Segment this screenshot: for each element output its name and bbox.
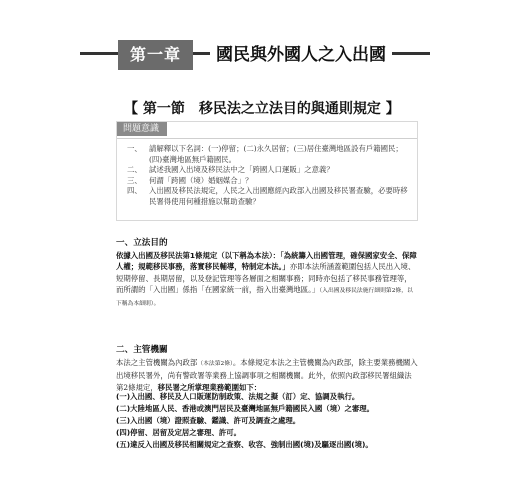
bold-lead-in: 移民署之所掌理業務範圍如下： [157,382,262,392]
heading-competent-authority: 二、主管機關 [116,345,168,355]
question-number: 二、 [127,165,142,175]
paragraph-text: 本法之主管機關為內政部 [116,358,198,367]
citation-note: （本法第2條） [197,361,233,367]
paragraph-text: 。本條規定本法之主管機關為內政部，除主要業務機關入出境移民署外，尚有警政署等業務上協調事項之相關機關。此外，依照內政部移民署組織法第2條規定， [116,358,418,392]
chapter-title: 國民與外國人之入出國 [210,40,392,70]
duty-item: (二)大陸地區人民、香港或澳門居民及臺灣地區無戶籍國民入國（境）之審理。 [116,404,375,413]
question-item [127,165,413,176]
duty-item: (一)入出國、移民及人口販運防制政策、法規之擬（訂）定、協調及執行。 [116,392,360,401]
question-text: 何謂「跨國（境）婚姻媒合」？ [149,175,253,185]
question-box [116,121,418,221]
paragraph-text: 亦即本法所涵蓋範圍包括人民出入境、短期停留、長期居留，以及登記管理等各層面之相關事務；同時亦包括了移民事務管理等，而所謂的「入出國」係指「在國家統一前，指入出臺灣地區。」 [116,262,416,294]
duty-item: (三)入出國（境）證照查驗、鑑識、許可及調查之處理。 [116,416,301,425]
duty-item: (五)違反入出國及移民相關規定之查察、收容、強制出國(境)及驅逐出國(境)。 [116,440,373,449]
citation-note: （入出國及移民法施行細則第2條，以下稱為本細則）。 [116,287,413,308]
paragraph-competent-authority [116,357,418,393]
question-text: 試述我國入出境及移民法中之「跨國人口運販」之意義？ [149,165,334,175]
question-number: 三、 [127,175,142,185]
chapter-badge: 第一章 [118,40,193,70]
question-text: 入出國及移民法規定，人民之入出國應經內政部入出國及移民署查驗，必要時移民署得使用何種措施以幫助查驗？ [149,186,408,206]
law-quote: 依據入出國及移民法第1條規定（以下稱為本法）：「為統籌入出國管理，確保國家安全、保障人權；規範移民事務，落實移民輔導，特制定本法。」 [116,251,417,272]
section-title: 【 第一節 移民法之立法目的與通則規定 】 [124,101,400,117]
question-text: 請解釋以下名詞：(一)停留；(二)永久居留；(三)居住臺灣地區設有戶籍國民；(四)臺灣地區無戶籍國民。 [149,144,403,164]
question-item [127,176,413,187]
question-box-divider [117,138,417,139]
question-number: 四、 [127,186,142,196]
paragraph-legislative-purpose [116,250,418,310]
question-item [127,144,413,165]
question-box-label: 問題意識 [117,122,167,136]
question-item [127,186,413,207]
duty-item: (四)停留、居留及定居之審理、許可。 [116,428,242,437]
question-number: 一、 [127,144,142,153]
heading-legislative-purpose: 一、立法目的 [116,238,168,248]
question-list [127,144,413,208]
